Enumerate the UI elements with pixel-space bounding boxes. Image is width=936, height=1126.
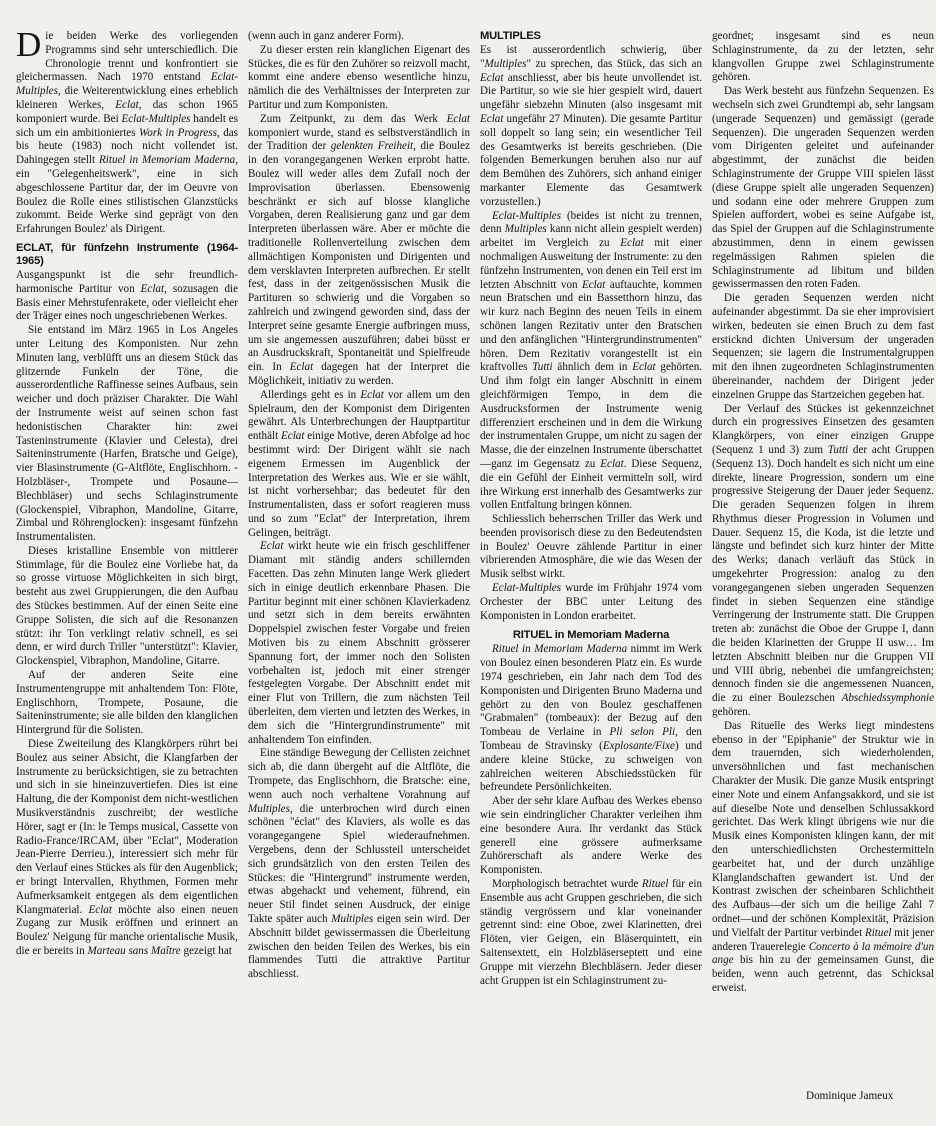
section-heading-eclat: ECLAT, für fünfzehn Instrumente (1964-1965) bbox=[16, 241, 238, 267]
paragraph: Ausgangspunkt ist die sehr freundlich-harmonische Partitur von Eclat, sozusagen die Basis einer Mehrstufenrakete, oder vielleicht eher der Träger eines noch ungeschriebenen Werkes. bbox=[16, 268, 239, 323]
paragraph: Aber der sehr klare Aufbau des Werkes ebenso wie sein eindringlicher Charakter verleihen ihm eine besondere Aura. Ihr verdankt das Stück generell eine grössere aufmerksame Zuhörerschaft als andere Werke des Komponisten. bbox=[480, 795, 702, 877]
paragraph: Eclat-Multiples (beides ist nicht zu trennen, denn Multiples kann nicht allein gespielt werden) arbeitet im Vergleich zu Eclat mit einer nochmaligen Ausweitung der Instrumente: zu den fünfzehn Instrumenten, von denen ein Teil erst im letzten Abschnitt von Eclat auftauchte, kommen neun Bratschen und ein Bassetthorn hinzu, das wir kurz nach Beginn des neuen Teils in einem schönen langen Rezitativ unter den Bratschen und den anfänglichen "Hintergrundinstrumenten" hören. Dem Rezitativ vorangestellt ist ein kraftvolles Tutti ähnlich dem in Eclat gehörten. Und ihm folgt ein langer Abschnitt in einem gleichförmigen Tempo, in dem die Ausdrucksformen der Instrumente wenig differenziert erscheinen und in dem die Wirkung der instrumentalen Gruppe, um nicht zu sagen der Masse, die der einzelnen Instrumente überschattet—ganz im Gegensatz zu Eclat. Diese Sequenz, die ein Gefühl der Einheit vermitteln soll, wird ihre Wirkung erst innerhalb des Gesamtwerks zur vollen Entfaltung bringen können. bbox=[480, 209, 703, 512]
paragraph: Allerdings geht es in Eclat vor allem um den Spielraum, den der Komponist dem Dirigenten gewährt. Als Unterbrechungen der Hauptpartitur enthält Eclat einige Motive, deren Abfolge ad hoc bestimmt wird: Der Dirigent wählt sie nach eigenem Ermessen im Augenblick der Interpretation des Werkes aus. Wie er sie wählt, ist nicht vorhersehbar; das bedeutet für den Instrumentalisten, dass er sofort reagieren muss und so zum "Eclat" der Interpretation, ihrem Gelingen, beiträgt. bbox=[248, 388, 471, 539]
paragraph: Der Verlauf des Stückes ist gekennzeichnet durch ein progressives Einsetzen des gesamten Klangkörpers, von einer einzigen Gruppe (Sequenz 1 und 3) zum Tutti der acht Gruppen (Sequenz 13). Doch handelt es sich nicht um eine direkte, lineare Progression, sondern um eine progressive Steigerung der Dauer jeder Sequenz. Die geraden Sequenzen folgen in ihrem Rhythmus dieser Progression in Volumen und Dauer. Sequenz 15, die Koda, ist die letzte und längste und befindet sich kurz hinter der Mitte des Werks; danach verläuft das Stück in umgekehrter Progression: analog zu den vorangegangenen sieben ungeraden Sequenzen findet in sieben Sequenzen eine ständige Verringerung der Instrumente statt. Die Gruppen treten ab: zunächst die Oboe der Gruppe I, dann die beiden Klarinetten der Gruppe II usw… Im letzten Abschnitt bleiben nur die Gruppen VII und VIII übrig, nebenbei die umfangreichsten; dennoch finden sie die angemessenen Nuancen, die zu einer Boulezschen Abschiedssymphonie gehören. bbox=[712, 402, 934, 719]
section-heading-rituel: RITUEL in Memoriam Maderna bbox=[512, 629, 670, 642]
paragraph: Sie entstand im März 1965 in Los Angeles unter Leitung des Komponisten. Nur zehn Minuten lang, verblüfft uns an diesem Stück das glitzernde Funkeln der Töne, die ausserordentliche Raffinesse seines Aufbaus, sein weicher und doch präziser Charakter. Die Wahl der Instrumente weist auf seinen schon fast hedonistischen Charakter hin: zwei Tasteninstrumente (Klavier und Celesta), drei Saiteninstrumente (Harfen, Bratsche und Geige), vier Blasinstrumente (G-Altflöte, Englischhorn. -Holzbläser-, Trompete und Posaune—Blechbläser) und sechs Schlaginstrumente (Glockenspiel, Vibraphon, Mandoline, Gitarre, Zimbal und Röhrenglocken): insgesamt fünfzehn Instrumentalisten. bbox=[16, 324, 238, 544]
paragraph: Zu dieser ersten rein klanglichen Eigenart des Stückes, die es für den Zuhörer so reizvoll macht, kommt eine andere ebenso wesentliche hinzu, nämlich die des Verhältnisses der Interpreten zur Partitur und zum Komponisten. bbox=[248, 43, 470, 111]
paragraph: Eclat wirkt heute wie ein frisch geschliffener Diamant mit ständig anders schillernden Facetten. Das zehn Minuten lange Werk gliedert sich in einige deutlich erkennbare Phasen. Die Partitur beginnt mit einer schönen Klavierkadenz und setzt sich in dem bereits erwähnten Doppelspiel zwischen fester Vorgabe und freien Motiven bis zu einem Abschnitt grösserer Spannung fort, der immer noch den Solisten vorbehalten ist, jedoch mit einer strenger festgelegten Vorgabe. Der Abschnitt endet mit einer Flut von Trillern, die zum nächsten Teil überleiten, dem vierten und letzten des Werkes, in dem sich die "Hintergrundinstrumente" mit anhaltendem Ton einfinden. bbox=[248, 540, 470, 746]
paragraph: Eine ständige Bewegung der Cellisten zeichnet sich ab, die dann übergeht auf die Altflöte, die Trompete, das Englischhorn, die Bratsche: eine, wenn auch noch verhaltene Vorahnung auf Multiples, die unterbrochen wird durch einen schönen "éclat" des Klaviers, als wolle es das vorangegangene Spiel wiederaufnehmen. Vergebens, denn der Schlussteil unterscheidet sich grundsätzlich von den ersten Teilen des Stückes: die "Hintergrund" instrumente werden, etwas abgehackt und vehement, führend, ein neuer Stil findet seinen Ausdruck, der einige Takte später auch Multiples eigen sein wird. Der Abschnitt bildet gewissermassen die Überleitung zwischen den beiden Teilen des Werkes, bis ein flammendes Tutti die attraktive Partitur abschliesst. bbox=[248, 747, 471, 981]
paragraph: Auf der anderen Seite eine Instrumentengruppe mit anhaltendem Ton: Flöte, Englischhorn, Trompete, Posaune, die Saiteninstrumente; sie alle bilden den klanglichen Hintergrund für die Solisten. bbox=[16, 669, 238, 737]
drop-cap: D bbox=[16, 25, 42, 64]
paragraph: Eclat-Multiples wurde im Frühjahr 1974 vom Orchester der BBC unter Leitung des Komponisten in London erarbeitet. bbox=[480, 582, 702, 622]
paragraph: Zum Zeitpunkt, zu dem das Werk Eclat komponiert wurde, stand es selbstverständlich in der Tradition der gelenkten Freiheit, die Boulez in den vorangegangenen Werken erprobt hatte. Boulez will weder alles dem Zufall noch der Improvisation überlassen. Ebensowenig beschränkt er sich auf blosse klangliche Vorgaben, deren Realisierung ganz und gar dem Interpreten überlassen wäre. Aber er möchte die traditionelle Rollenverteilung zwischen dem allmächtigen Komponisten und Dirigenten und dem versklavten Interpreten aufbrechen. Er stellt fest, dass in der zeitgenössischen Musik die Partituren so schwierig und die Vorgaben so zahlreich und zwingend geworden sind, dass der Interpret seine gesamte Energie aufbringen muss, um sie angemessen auszuführen; dabei büsst er an Ausdruckskraft, Spontaneität und Spielfreude ein. In Eclat dagegen hat der Interpret die Möglichkeit, initiativ zu werden. bbox=[248, 112, 470, 387]
text-column-4 bbox=[712, 30, 934, 996]
intro-paragraph: Die beiden Werke des vorliegenden Programms sind sehr unterschiedlich. Die Chronologie trennt und konfrontiert sie gleichermassen. Nach 1970 entstand Eclat-Multiples, die Weiterentwicklung eines erheblich kleineren Werkes, Eclat, das schon 1965 komponiert wurde. Bei Eclat-Multiples handelt es sich um ein ambitioniertes Work in Progress, das bis heute (1983) noch nicht vollendet ist. Dahingegen stellt Rituel in Memoriam Maderna, ein "Gelegenheitswerk", eine in sich abgeschlossene Partitur dar, der im Oeuvre von Boulez die Rolle eines stilistischen Glanzstücks zukommt. Beide Werke sind geprägt von den Erfahrungen Boulez' als Dirigent. bbox=[16, 25, 238, 236]
paragraph: Es ist ausserordentlich schwierig, über "Multiples" zu sprechen, das Stück, das sich an Eclat anschliesst, aber bis heute unvollendet ist. Die Partitur, so wie sie hier gespielt wird, dauert ungefähr siebzehn Minuten (also insgesamt mit Eclat ungefähr 27 Minuten). Die gesamte Partitur soll doppelt so lang sein; ein wesentlicher Teil des Gesamtwerks ist bereits geschrieben. (Die folgenden Bemerkungen beruhen also nur auf dem Bemühen des Zuhörers, sich anhand einiger markanter Elemente das Gesamtwerk vorzustellen.) bbox=[480, 44, 702, 208]
text-column-3 bbox=[480, 30, 702, 988]
paragraph: Morphologisch betrachtet wurde Rituel für ein Ensemble aus acht Gruppen geschrieben, die sich ständig vergrössern und klar voneinander getrennt sind: eine Oboe, zwei Klarinetten, drei Flöten, vier Geigen, ein Bläserquintett, ein Saitensextett, ein Holzbläserseptett und eine Gruppe mit vierzehn Blechbläsern. Jeder dieser acht Gruppen ist ein Schlaginstrument zu- bbox=[480, 878, 702, 987]
section-heading-multiples: MULTIPLES bbox=[480, 30, 541, 42]
paragraph: Die geraden Sequenzen werden nicht aufeinander abgestimmt. Da sie eher improvisiert wirken, bedeuten sie einen Bruch zu dem fast ersticknd dichten Universum der ungeraden Sequenzen; sie lagern die Instrumentalgruppen mit den ihnen zugeordneten Schlaginstrumenten übereinander, nachdem der Dirigent jeder einzelnen Gruppe das Startzeichen gegeben hat. bbox=[712, 292, 934, 401]
paragraph: Dieses kristalline Ensemble von mittlerer Stimmlage, für die Boulez eine Vorliebe hat, da so grosse virtuose Möglichkeiten in sich birgt, besteht aus zwei Gruppierungen, die den Aufbau des Stückes bestimmen. Auf der einen Seite eine Gruppe Solisten, die sich auf die Resonanzen stützt: ihr Ton verklingt relativ schnell, es sei denn, er wird durch Triller "unterstützt": Klavier, Glockenspiel, Vibraphon, Mandoline, Gitarre. bbox=[16, 544, 238, 668]
text-column-1 bbox=[16, 25, 239, 959]
paragraph: Diese Zweiteilung des Klangkörpers rührt bei Boulez aus seiner Absicht, die Klangfarben der Instrumente zu berücksichtigen, sie zu betrachten und sich in sie hineinzuvertiefen. Dies ist eine Haltung, die der Komponist dem nicht-westlichen Musikverständnis zuschreibt; der westliche Hörer, sagt er (In: le Temps musical, Cassette von Radio-France/IRCAM, über "Eclat", Moderation Jean-Pierre Derrieu.), interessiert sich mehr für den Verlauf eines Stückes als für den Augenblick; er bringt Intervallen, Rhythmen, Formen mehr Aufmerksamkeit entgegen als dem eigentlichen Klangmaterial. Eclat möchte also einen neuen Zugang zur Musik eröffnen und erinnert an Boulez' Neigung für manche orientalische Musik, die er bereits in Marteau sans Maître gezeigt hat bbox=[16, 738, 238, 957]
paragraph: geordnet; insgesamt sind es neun Schlaginstrumente, da zu der letzten, sehr klangvollen Gruppe zwei Schlaginstrumente gehören. bbox=[712, 30, 934, 84]
paragraph: Das Rituelle des Werks liegt mindestens ebenso in der "Epiphanie" der Struktur wie in dem trauernden, sich wiederholenden, unversöhnlichen und fast mechanischen Charakter der Musik. Die ganze Musik entspringt einer Note und einem Anfangsakkord, und sie ist auf dieselbe Note und denselben Schlussakkord gerichtet. Das Werk klingt übrigens wie nur die Musik eines Komponisten klingen kann, der mit den unterschiedlichsten Orchestermitteln gearbeitet hat, und der durch unzählige Klanglandschaften gewandert ist. Und der Kontrast zwischen der scheinbaren Schlichtheit des Aufbaus—der sich um die heilige Zahl 7 ordnet—und der schönen Komplexität, Präzision und Vielfalt der Partitur verbindet Rituel mit jener anderen Trauerelegie Concerto à la mémoire d'un ange bis hin zu der gemeinsamen Gunst, die beiden, wenn auch getrennt, das Schicksal erweist. bbox=[712, 719, 935, 994]
author-signature: Dominique Jameux bbox=[806, 1090, 894, 1102]
paragraph: (wenn auch in ganz anderer Form). bbox=[248, 30, 404, 42]
text-column-2 bbox=[248, 30, 470, 982]
paragraph: Schliesslich beherrschen Triller das Werk und beenden provisorisch diese zu den Bedeutendsten in Boulez' Oeuvre zählende Partitur in einer vibrierenden Atmosphäre, die wie das Wesen der Musik selbst wirkt. bbox=[480, 513, 702, 581]
paragraph: Das Werk besteht aus fünfzehn Sequenzen. Es wechseln sich zwei Grundtempi ab, sehr langsam (ungerade Sequenzen) und gemässigt (gerade Sequenzen). Die ungeraden Sequenzen werden vom Dirigenten geleitet und aufeinander abgestimmt, der zunächst die beiden Schlaginstrumente der Gruppe VIII spielen lässt (diese Gruppe spielt alle ungeraden Sequenzen) und sodann eine oder mehrere Gruppen zum Spielen auffordert, wobei es seine Aufgabe ist, das Spiel der Gruppen auf die Schlaginstrumente abzustimmen, denn in einem gewissen regelmässigen Rahmen spielen die Schlaginstrumente ad libitum und bilden gewissermassen den roten Faden. bbox=[712, 85, 934, 291]
paragraph: Rituel in Memoriam Maderna nimmt im Werk von Boulez einen besonderen Platz ein. Es wurde 1974 geschrieben, ein Jahr nach dem Tod des Komponisten und Dirigenten Bruno Maderna und gehört zu den von Boulez geschaffenen "Grabmalen" (tombeaux): der Bezug auf den Tombeau de Verlaine in Pli selon Pli, den Tombeau de Stravinsky (Explosante/Fixe) und andere kleine Stücke, zu schweigen von zahlreichen weiteren Abschiedsstücken für befreundete Persönlichkeiten. bbox=[480, 643, 703, 794]
